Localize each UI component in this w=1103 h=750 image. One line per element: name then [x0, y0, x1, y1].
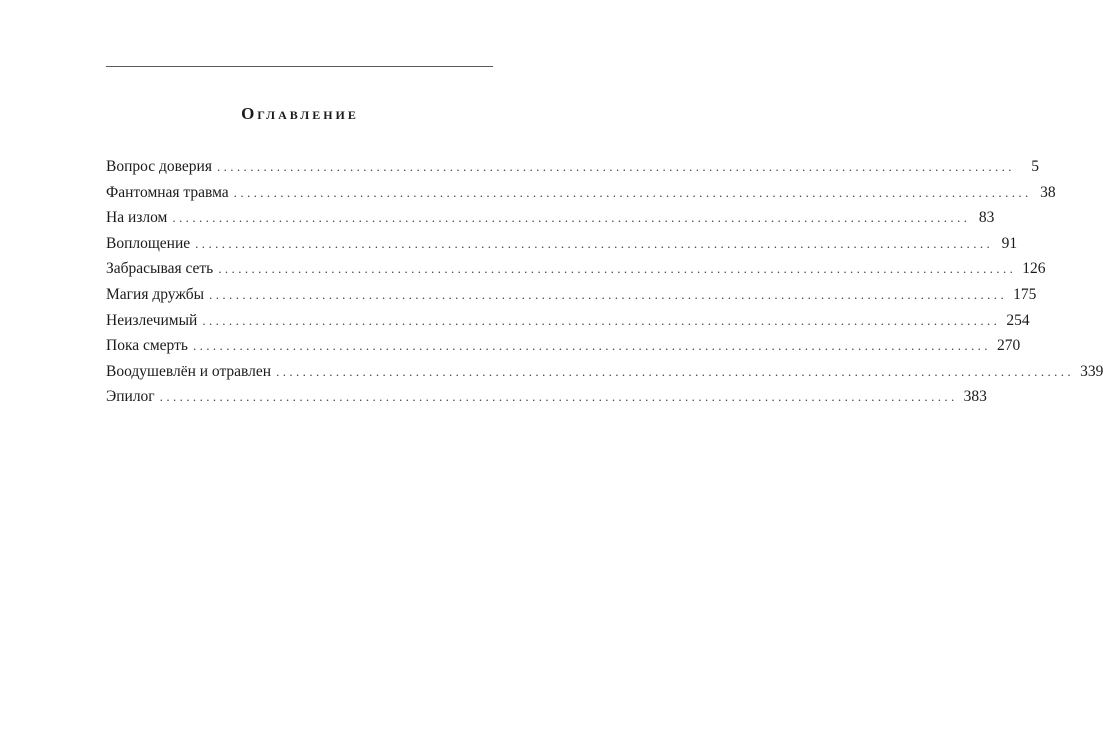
- toc-dot-leader: ........................................................................................................................: [209, 286, 1008, 302]
- toc-page-number: 5: [1031, 158, 1039, 175]
- toc-dot-leader: ........................................................................................................................: [202, 312, 1001, 328]
- toc-dot-leader: ........................................................................................................................: [216, 159, 1015, 174]
- toc-entry-title: Неизлечимый: [106, 311, 198, 329]
- toc-dot-leader: ........................................................................................................................: [159, 389, 958, 405]
- toc-heading: Оглавление: [241, 104, 359, 123]
- toc-entry-title: Эпилог: [106, 388, 155, 406]
- toc-entry[interactable]: [106, 256, 1046, 282]
- toc-entry-title: Забрасывая сеть: [106, 260, 214, 278]
- toc-entry-title: Воодушевлён и отравлен: [106, 362, 272, 380]
- toc-entry[interactable]: [106, 231, 1018, 257]
- toc-entry-title: Воплощение: [106, 234, 191, 252]
- toc-page-number: 175: [1013, 285, 1037, 303]
- toc-page-number: 254: [1006, 311, 1030, 329]
- toc-dot-leader: ........................................................................................................................: [192, 338, 991, 354]
- toc-entry-title: На излом: [106, 209, 168, 227]
- toc-dot-leader: ........................................................................................................................: [172, 210, 971, 226]
- toc-entry-title: Фантомная травма: [106, 183, 229, 201]
- toc-dot-leader: ........................................................................................................................: [233, 184, 1032, 200]
- toc-page-number: 339: [1080, 362, 1103, 380]
- toc-entry[interactable]: [106, 359, 1103, 385]
- toc-page-number: 383: [963, 388, 987, 406]
- toc-entry[interactable]: [106, 282, 1037, 308]
- toc-page-number: 126: [1022, 260, 1046, 278]
- toc-dot-leader: ........................................................................................................................: [195, 235, 994, 251]
- toc-entry[interactable]: [106, 384, 987, 410]
- toc-page-number: 270: [996, 337, 1021, 355]
- toc-entry-title: Пока смерть: [106, 337, 188, 355]
- toc-list: [106, 154, 1103, 410]
- toc-entry[interactable]: [106, 308, 1030, 334]
- toc-entry-title: Магия дружбы: [106, 285, 205, 303]
- toc-page-number: 38: [1040, 183, 1056, 201]
- toc-entry[interactable]: [106, 154, 1039, 180]
- toc-entry[interactable]: [106, 333, 1021, 359]
- toc-dot-leader: ........................................................................................................................: [218, 261, 1017, 277]
- header-rule: [106, 66, 493, 67]
- toc-entry[interactable]: [106, 205, 995, 231]
- toc-entry-title: Вопрос доверия: [106, 158, 212, 175]
- toc-page-number: 91: [1001, 234, 1018, 252]
- toc-dot-leader: ........................................................................................................................: [276, 363, 1075, 379]
- toc-page-number: 83: [978, 209, 995, 227]
- toc-entry[interactable]: [106, 180, 1056, 206]
